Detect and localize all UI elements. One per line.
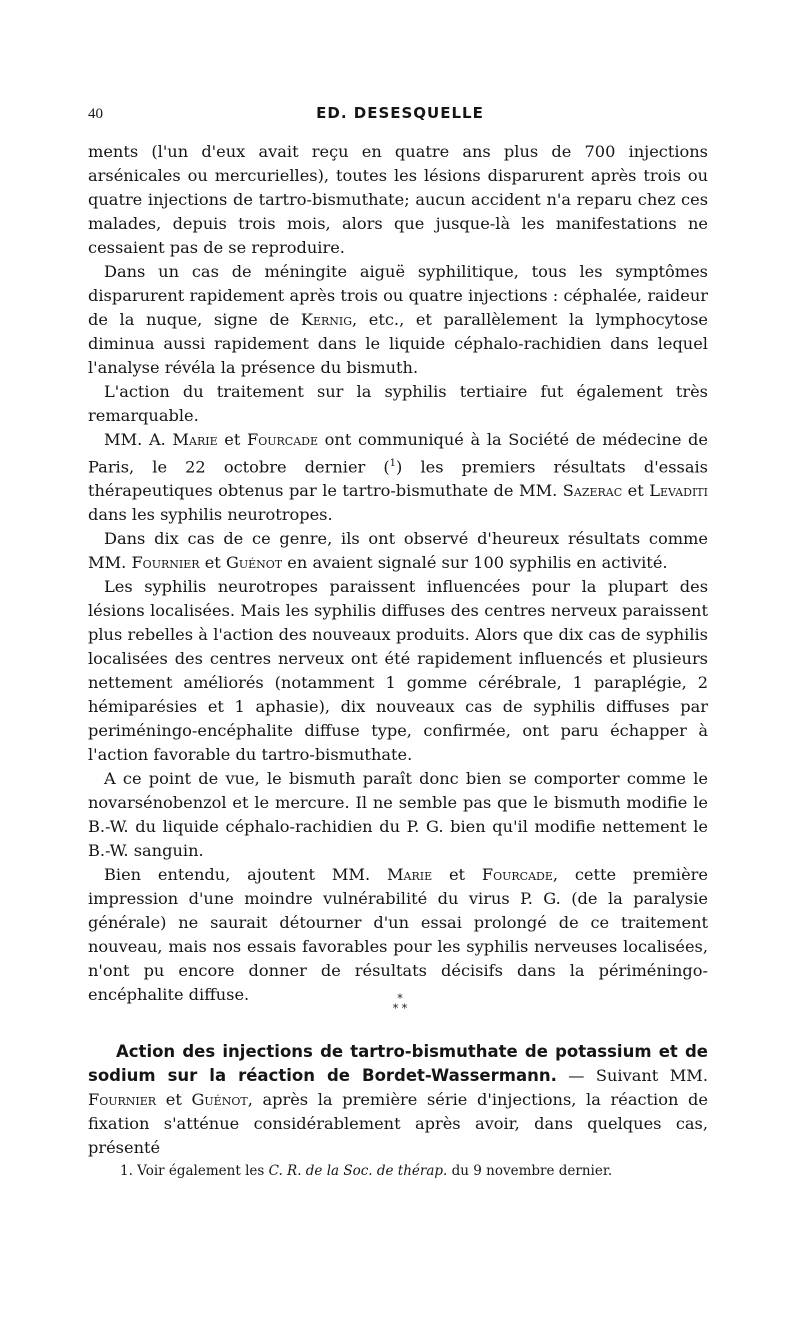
author-fournier: Fournier bbox=[131, 553, 200, 573]
author-levaditi: Levaditi bbox=[649, 481, 708, 501]
author-marie: Marie bbox=[386, 865, 433, 885]
section-title: Action des injections de tartro-bismuthate de potassium et de sodium sur la réaction de Bordet-Wassermann. bbox=[88, 1042, 708, 1085]
author-fourcade: Fourcade bbox=[247, 430, 319, 449]
paragraph-6: Les syphilis neurotropes paraissent influencées pour la plupart des lésions localisées. Mais les syphilis diffuses des centres nerveux paraissent plus rebelles à l'action des nouveaux produits. Alors que dix cas de syphilis localisées des centres nerveux ont été rapidement influencés et plusieurs nettement améliorés (notamment 1 gomme cérébrale, 1 paraplégie, 2 hémiparésies et 1 aphasie), dix nouveaux cas de syphilis diffuses par periméningo-encéphalite diffuse type, confirmée, ont paru échapper à l'action favorable du tartro-bismuthate. bbox=[88, 577, 708, 765]
author-guenot: Guénot bbox=[225, 553, 283, 573]
section-paragraph: Action des injections de tartro-bismuthate de potassium et de sodium sur la réaction de Bordet-Wassermann. — Suivant MM. Fournier et Guénot, après la première série d'injections, la réaction de fixation s'atténue considérablement après avoir, dans quelques cas, présenté bbox=[88, 1042, 709, 1157]
paragraph-5: Dans dix cas de ce genre, ils ont observé d'heureux résultats comme MM. Fournier et Guénot en avaient signalé sur 100 syphilis en activité. bbox=[88, 529, 708, 573]
section-bordet-wassermann bbox=[88, 1040, 708, 1160]
footnote-journal: C. R. de la Soc. de thérap. bbox=[268, 1163, 448, 1179]
paragraph-4: MM. A. Marie et Fourcade ont communiqué à la Société de médecine de Paris, le 22 octobre dernier ($^1$) les premiers résultats d'essais thérapeutiques obtenus par le tartro-bismuthate de MM. Sazerac et Levaditi dans les syphilis neurotropes. bbox=[88, 430, 708, 525]
footnote: 1. Voir également les C. R. de la Soc. de thérap. du 9 novembre dernier. bbox=[120, 1163, 613, 1179]
author-marie: Marie bbox=[172, 430, 218, 449]
paragraph-3: L'action du traitement sur la syphilis tertiaire fut également très remarquable. bbox=[88, 382, 708, 425]
author-sazerac: Sazerac bbox=[562, 481, 623, 501]
footnote-ref: 1 bbox=[389, 458, 397, 469]
page-number: 40 bbox=[88, 106, 103, 122]
author-fournier: Fournier bbox=[88, 1090, 157, 1109]
author-guenot: Guénot bbox=[191, 1090, 248, 1109]
paragraph-7: A ce point de vue, le bismuth paraît donc bien se comporter comme le novarsénobenzol et le mercure. Il ne semble pas que le bismuth modifie le B.-W. du liquide céphalo-rachidien du P. G. bien qu'il modifie nettement le B.-W. sanguin. bbox=[88, 769, 708, 861]
page-header bbox=[88, 104, 712, 130]
running-title: ED. DESESQUELLE bbox=[316, 104, 484, 122]
author-kernig: Kernig bbox=[300, 310, 353, 329]
paragraph-2: Dans un cas de méningite aiguë syphilitique, tous les symptômes disparurent rapidement après trois ou quatre injections : céphalée, raideur de la nuque, signe de Kernig, etc., et parallèlement la lymphocytose diminua aussi rapidement dans le liquide céphalo-rachidien dans lequel l'analyse révéla la présence du bismuth. bbox=[88, 262, 708, 377]
body-text bbox=[88, 140, 708, 1007]
asterism-divider: * * * bbox=[392, 992, 408, 1015]
paragraph-8: Bien entendu, ajoutent MM. Marie et Fourcade, cette première impression d'une moindre vulnérabilité du virus P. G. (de la paralysie générale) ne saurait détourner d'un essai prolongé de ce traitement nouveau, mais nos essais favorables pour les syphilis nerveuses localisées, n'ont pu encore donner de résultats décisifs dans la périméningo-encéphalite diffuse. bbox=[88, 865, 708, 1005]
author-fourcade: Fourcade bbox=[481, 865, 553, 885]
footnote-number: 1. bbox=[120, 1163, 133, 1179]
paragraph-1: ments (l'un d'eux avait reçu en quatre ans plus de 700 injections arsénicales ou mercurielles), toutes les lésions disparurent après trois ou quatre injections de tartro-bismuthate; aucun accident n'a reparu chez ces malades, depuis trois mois, alors que jusque-là les manifestations ne cessaient pas de se reproduire. bbox=[88, 142, 708, 257]
